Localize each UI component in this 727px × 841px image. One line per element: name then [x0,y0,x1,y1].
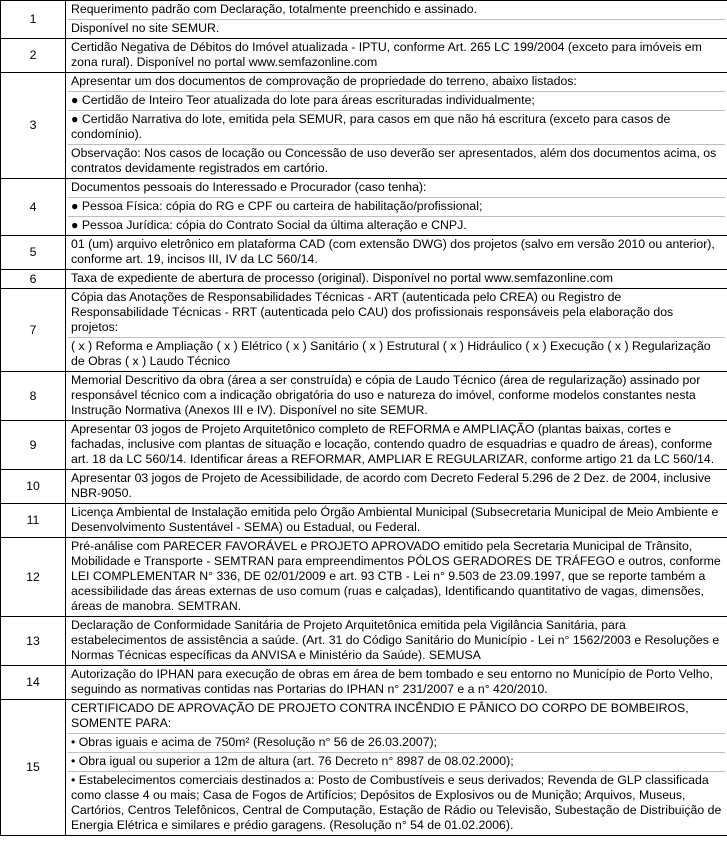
requirement-line: ● Certidão de Inteiro Teor atualizada do lote para áreas escrituradas individualmente; [68,91,725,110]
table-row [1,73,727,179]
table-row [1,470,727,504]
table-row [1,39,727,73]
row-number: 13 [1,617,66,666]
requirement-description [66,39,727,73]
row-number: 1 [1,1,66,39]
row-number: 7 [1,289,66,372]
requirement-line: Autorização do IPHAN para execução de obras em área de bem tombado e seu entorno no Município de Porto Velho, seguindo as normativas contidas nas Portarias do IPHAN n° 231/2007 e a n° 420/2010. [71,667,713,696]
table-row [1,289,727,372]
requirement-description [66,421,727,470]
row-number: 12 [1,538,66,617]
row-number: 9 [1,421,66,470]
requirement-line: • Obras iguais e acima de 750m² (Resolução n° 56 de 26.03.2007); [68,733,725,752]
table-row [1,666,727,700]
requirement-line: CERTIFICADO DE APROVAÇÃO DE PROJETO CONTRA INCÊNDIO E PÂNICO DO CORPO DE BOMBEIROS, SOMENTE PARA: [71,701,689,730]
row-number: 14 [1,666,66,700]
requirement-line: ( x ) Reforma e Ampliação ( x ) Elétrico ( x ) Sanitário ( x ) Estrutural ( x ) Hidráulico ( x ) Execução ( x ) Regularização de Obras ( x ) Laudo Técnico [68,337,725,371]
requirement-line: ● Certidão Narrativa do lote, emitida pela SEMUR, para casos em que não há escritura (exceto para casos de condomínio). [68,110,725,144]
requirement-description [66,617,727,666]
requirement-description [66,179,727,236]
requirement-line: Cópia das Anotações de Responsabilidades Técnicas - ART (autenticada pelo CREA) ou Registro de Responsabilidade Técnicas - RRT (autenticada pelo CAU) dos profissionais responsáveis pela elaboração dos projetos: [71,290,674,334]
requirement-description [66,470,727,504]
table-row [1,617,727,666]
table-row [1,504,727,538]
table-row [1,700,727,836]
requirement-description [66,700,727,836]
requirement-description [66,372,727,421]
requirement-line: Pré-análise com PARECER FAVORÁVEL e PROJETO APROVADO emitido pela Secretaria Municipal de Trânsito, Mobilidade e Transporte - SEMTRAN para empreendimentos PÓLOS GERADORES DE TRÁFEGO e outros, conforme LEI COMPLEMENTAR N° 336, DE 02/01/2009 e art. 93 CTB - Lei n° 9.503 de 23.09.1997, que se reporte também a acessibilidade das áreas externas de uso comum (ruas e calçadas), Identificando quantitativo de vagas, dimensões, áreas de manobra. SEMTRAN. [71,539,721,613]
row-number: 5 [1,236,66,270]
requirement-line: • Estabelecimentos comerciais destinados a: Posto de Combustíveis e seus derivados; Revenda de GLP classificada como classe 4 ou mais; Casa de Fogos de Artifícios; Depósitos de Explosivos ou de Munição; Arquivos, Museus, Cartórios, Centros Telefônicos, Central de Computação, Estação de Rádio ou Televisão, Subestação de Distribuição de Energia Elétrica e similares e prédio garagens. (Resolução n° 54 de 01.02.2006). [68,771,725,835]
requirement-line: Declaração de Conformidade Sanitária de Projeto Arquitetônica emitida pela Vigilância Sanitária, para estabelecimentos de assistência a saúde. (Art. 31 do Código Sanitário do Município - Lei n° 1562/2003 e Resoluções e Normas Técnicas específicas da ANVISA e Ministério da Saúde). SEMUSA [71,618,720,662]
table-row [1,421,727,470]
row-number: 2 [1,39,66,73]
requirement-line: ● Pessoa Jurídica: cópia do Contrato Social da última alteração e CNPJ. [68,216,725,235]
table-row [1,372,727,421]
requirement-description [66,538,727,617]
requirement-line: Documentos pessoais do Interessado e Procurador (caso tenha): [71,180,427,194]
row-number: 10 [1,470,66,504]
requirement-description [66,236,727,270]
requirement-line: 01 (um) arquivo eletrônico em plataforma CAD (com extensão DWG) dos projetos (salvo em versão 2010 ou anterior), conforme art. 19, incisos III, IV da LC 560/14. [71,237,715,266]
requirement-description [66,73,727,179]
table-row [1,179,727,236]
requirement-line: Taxa de expediente de abertura de processo (original). Disponível no portal www.semfazonline.com [71,271,614,285]
row-number: 15 [1,700,66,836]
requirement-description [66,666,727,700]
row-number: 6 [1,270,66,289]
table-row [1,236,727,270]
requirement-line: Apresentar 03 jogos de Projeto Arquitetônico completo de REFORMA e AMPLIAÇÃO (plantas baixas, cortes e fachadas, inclusive com plantas de situação e locação, contendo quadro de esquadrias e quadro de áreas), conforme art. 18 da LC 560/14. Identificar áreas a REFORMAR, AMPLIAR E REGULARIZAR, conforme artigo 21 da LC 560/14. [71,422,715,466]
table-row [1,270,727,289]
requirement-line: Observação: Nos casos de locação ou Concessão de uso deverão ser apresentados, além dos documentos acima, os contratos devidamente registrados em cartório. [68,144,725,178]
table-row [1,1,727,39]
requirement-line: Licença Ambiental de Instalação emitida pelo Órgão Ambiental Municipal (Subsecretaria Municipal de Meio Ambiente e Desenvolvimento Sustentável - SEMA) ou Estadual, ou Federal. [71,505,719,534]
requirement-line: Requerimento padrão com Declaração, totalmente preenchido e assinado. [71,2,478,16]
requirement-line: Apresentar um dos documentos de comprovação de propriedade do terreno, abaixo listados: [71,74,577,88]
table-row [1,538,727,617]
requirement-description [66,270,727,289]
requirement-line: Disponível no site SEMUR. [68,19,725,38]
requirement-description [66,289,727,372]
requirement-line: ● Pessoa Física: cópia do RG e CPF ou carteira de habilitação/profissional; [68,197,725,216]
requirement-line: Certidão Negativa de Débitos do Imóvel atualizada - IPTU, conforme Art. 265 LC 199/2004 (exceto para imóveis em zona rural). Disponível no portal www.semfazonline.com [71,40,702,69]
row-number: 4 [1,179,66,236]
row-number: 3 [1,73,66,179]
row-number: 8 [1,372,66,421]
requirement-line: Apresentar 03 jogos de Projeto de Acessibilidade, de acordo com Decreto Federal 5.296 de 2 Dez. de 2004, inclusive NBR-9050. [71,471,711,500]
requirement-line: • Obra igual ou superior a 12m de altura (art. 76 Decreto n° 8987 de 08.02.2000); [68,752,725,771]
requirement-line: Memorial Descritivo da obra (área a ser construída) e cópia de Laudo Técnico (área de regularização) assinado por responsável técnico com a indicação obrigatória do uso e natureza do imóvel, conforme modelos constantes nesta Instrução Normativa (Anexos III e IV). Disponível no site SEMUR. [71,373,701,417]
row-number: 11 [1,504,66,538]
requirement-description [66,504,727,538]
requirements-table-body [1,1,727,836]
requirement-description [66,1,727,39]
